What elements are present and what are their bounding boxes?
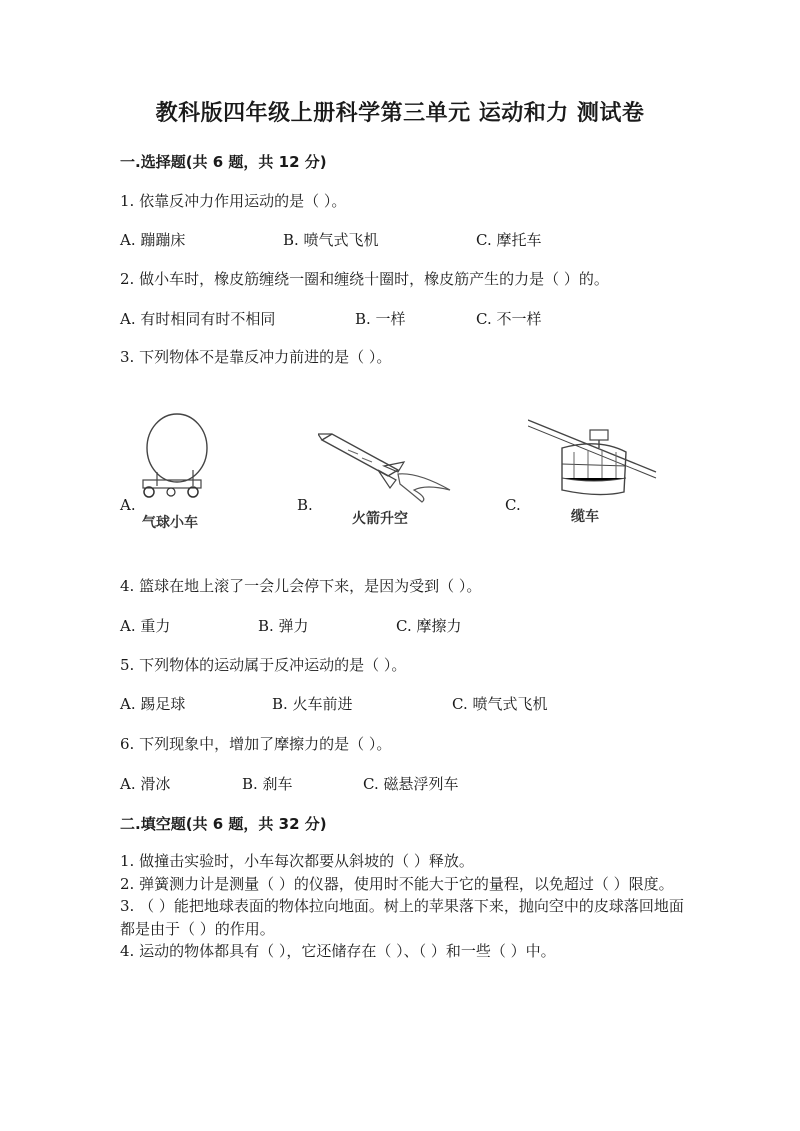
question-6-option-b: B. 刹车 [242, 775, 293, 793]
question-4: 4. 篮球在地上滚了一会儿会停下来，是因为受到（ ）。 [120, 577, 482, 595]
question-2-option-a: A. 有时相同有时不相同 [120, 310, 276, 328]
question-6-option-a: A. 滑冰 [120, 775, 171, 793]
fill-item-2: 2. 弹簧测力计是测量（ ）的仪器，使用时不能大于它的量程，以免超过（ ）限度。 [120, 874, 674, 893]
cable-car-icon [528, 416, 658, 500]
section-heading-fill: 二.填空题(共 6 题，共 32 分) [120, 815, 327, 833]
question-4-option-a: A. 重力 [120, 617, 171, 635]
question-5-option-c: C. 喷气式飞机 [452, 695, 548, 713]
question-5: 5. 下列物体的运动属于反冲运动的是（ ）。 [120, 656, 407, 674]
fill-item-4: 4. 运动的物体都具有（ ），它还储存在（ ）、（ ）和一些（ ）中。 [120, 942, 556, 960]
section-heading-choice: 一.选择题(共 6 题，共 12 分) [120, 153, 327, 171]
question-2: 2. 做小车时，橡皮筋缠绕一圈和缠绕十圈时，橡皮筋产生的力是（ ）的。 [120, 270, 609, 288]
question-3-option-b: B. [297, 496, 313, 514]
question-2-option-b: B. 一样 [355, 310, 406, 328]
question-2-option-c: C. 不一样 [476, 310, 542, 328]
question-6-option-c: C. 磁悬浮列车 [363, 775, 459, 793]
question-5-option-b: B. 火车前进 [272, 695, 353, 713]
question-1-option-b: B. 喷气式飞机 [283, 231, 379, 249]
fill-item-1: 1. 做撞击实验时，小车每次都要从斜坡的（ ）释放。 [120, 852, 474, 870]
fill-item-3: 3. （ ）能把地球表面的物体拉向地面。树上的苹果落下来，抛向空中的皮球落回地面都是由于（ ）的作用。 [120, 897, 684, 938]
fill-blank-list [120, 850, 690, 963]
page-title: 教科版四年级上册科学第三单元 运动和力 测试卷 [155, 101, 645, 126]
question-4-option-b: B. 弹力 [258, 617, 309, 635]
rocket-icon [318, 432, 454, 504]
cable-car-caption: 缆车 [571, 509, 599, 525]
question-3: 3. 下列物体不是靠反冲力前进的是（ ）。 [120, 348, 392, 366]
question-4-option-c: C. 摩擦力 [396, 617, 462, 635]
question-1-option-a: A. 蹦蹦床 [120, 231, 186, 249]
balloon-car-caption: 气球小车 [142, 515, 198, 531]
balloon-car-icon [133, 412, 213, 498]
question-3-option-c: C. [505, 496, 521, 514]
question-3-option-a: A. [120, 496, 136, 514]
question-1: 1. 依靠反冲力作用运动的是（ ）。 [120, 192, 347, 210]
question-1-option-c: C. 摩托车 [476, 231, 542, 249]
question-6: 6. 下列现象中，增加了摩擦力的是（ ）。 [120, 735, 392, 753]
question-5-option-a: A. 踢足球 [120, 695, 186, 713]
rocket-caption: 火箭升空 [352, 511, 408, 527]
